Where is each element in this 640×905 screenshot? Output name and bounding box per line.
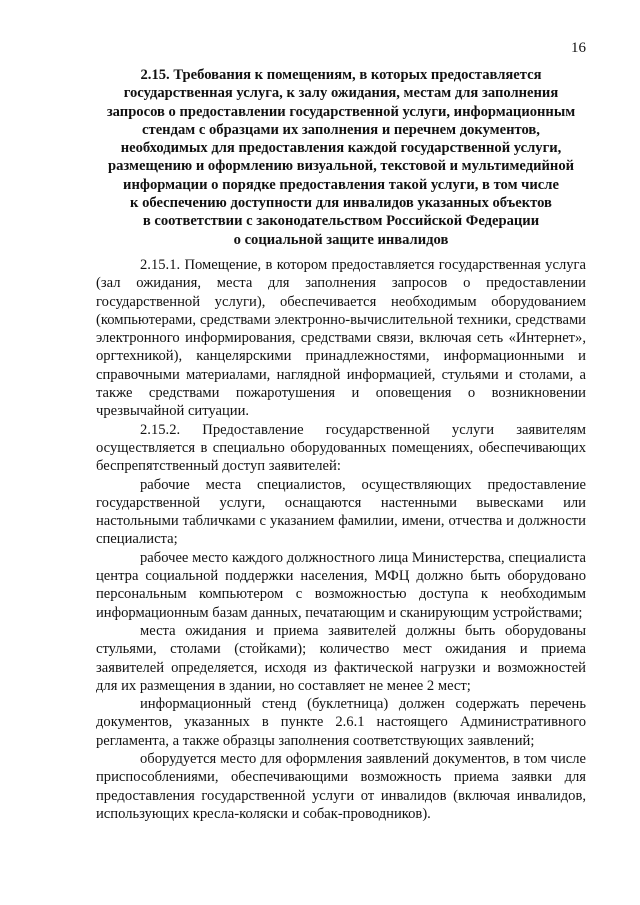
paragraph-accessibility: оборудуется место для оформления заявлений документов, в том числе приспособлениями, обеспечивающими возможность приема заявки для предоставления государственной услуги от инвалидов (включая инвалидов, использующих кресла-коляски и собак-проводников). bbox=[96, 751, 586, 822]
heading-line: размещению и оформлению визуальной, текстовой и мультимедийной bbox=[107, 158, 575, 175]
heading-line: государственная услуга, к залу ожидания, местам для заполнения bbox=[123, 85, 559, 102]
heading-line: информации о порядке предоставления такой услуги, в том числе bbox=[123, 176, 559, 193]
heading-line: необходимых для предоставления каждой государственной услуги, bbox=[120, 140, 562, 157]
paragraph-info-stand: информационный стенд (буклетница) должен содержать перечень документов, указанных в пункте 2.6.1 настоящего Административного регламента, а также образцы заполнения соответствующих заявлений; bbox=[96, 696, 586, 749]
page-number: 16 bbox=[571, 40, 586, 56]
heading-line: запросов о предоставлении государственной услуги, информационным bbox=[106, 103, 576, 120]
heading-line: к обеспечению доступности для инвалидов указанных объектов bbox=[130, 195, 552, 212]
paragraph-workplaces: рабочие места специалистов, осуществляющих предоставление государственной услуги, оснащаются настенными вывесками или настольными табличками с указанием фамилии, имени, отчества и должности специалиста; bbox=[96, 476, 586, 548]
paragraph-workstation: рабочее место каждого должностного лица Министерства, специалиста центра социальной поддержки населения, МФЦ должно быть оборудовано персональным компьютером с возможностью доступа к необходимым информационным базам данных, печатающим и сканирующим устройствами; bbox=[96, 549, 586, 621]
heading-line: 2.15. Требования к помещениям, в которых предоставляется bbox=[140, 67, 542, 83]
heading-line: стендам с образцами их заполнения и перечнем документов, bbox=[142, 121, 540, 138]
section-heading bbox=[96, 66, 586, 249]
paragraph-2-15-1: 2.15.1. Помещение, в котором предоставляется государственная услуга (зал ожидания, места для заполнения запросов о предоставлении государственной услуги), обеспечивается необходимым оборудованием (компьютерами, средствами электронно-вычислительной техники, средствами электронного информирования, средствами связи, включая сеть «Интернет», оргтехникой), канцелярскими принадлежностями, информационными и справочными материалами, наглядной информацией, стульями и столами, а также средствами пожаротушения и оповещения о возникновении чрезвычайной ситуации. bbox=[96, 257, 586, 420]
paragraph-2-15-2: 2.15.2. Предоставление государственной услуги заявителям осуществляется в специально оборудованных помещениях, обеспечивающих беспрепятственный доступ заявителей: bbox=[96, 421, 586, 475]
document-body bbox=[96, 256, 586, 823]
heading-line: о социальной защите инвалидов bbox=[233, 231, 449, 248]
paragraph-waiting-area: места ожидания и приема заявителей должны быть оборудованы стульями, столами (стойками); количество мест ожидания и приема заявителей определяется, исходя из фактической нагрузки и возможностей для их размещения в здании, но составляет не менее 2 мест; bbox=[96, 622, 586, 694]
heading-line: в соответствии с законодательством Российской Федерации bbox=[142, 213, 540, 230]
